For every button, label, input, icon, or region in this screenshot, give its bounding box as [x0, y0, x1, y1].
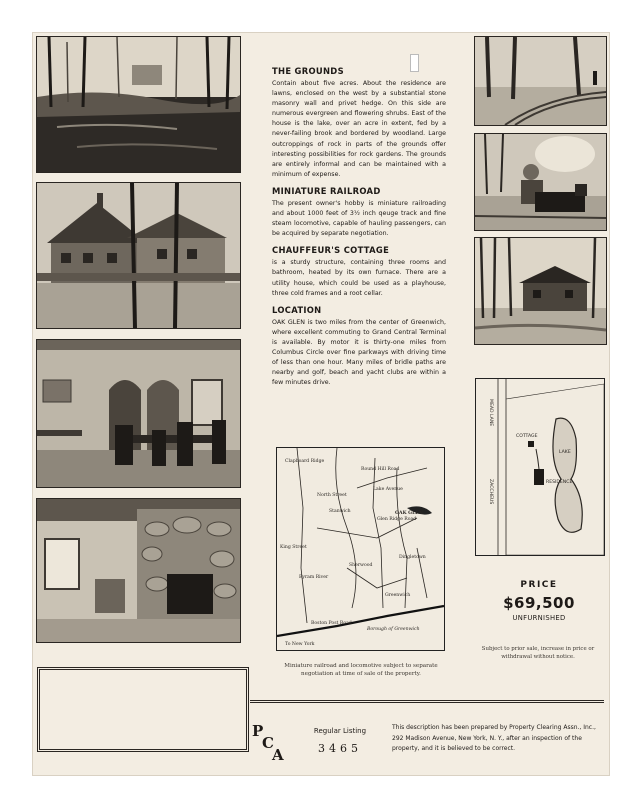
pca-logo: [252, 722, 286, 766]
section-body: is a sturdy structure, containing three rooms and bathroom, heated by its own furnace. There are a utility house, which could be used as a playhouse, three cold frames and a root cellar.: [272, 259, 446, 297]
location-map: [276, 447, 445, 651]
section-heading: LOCATION: [272, 304, 322, 315]
map-label: Greenwich: [385, 593, 411, 598]
map-label: OAK GLEN: [395, 511, 424, 516]
section-grounds: [272, 66, 446, 180]
photo-living-room: [36, 498, 241, 643]
section-body: Contain about five acres. About the residence are lawns, enclosed on the west by a substantial stone masonry wall and privet hedge. On this side are numerous evergreen and flowering shrubs. East of the house is the lake, over an acre in extent, fed by a never-failing brook and bordered by woodland. Large outcroppings of rock in parts of the grounds offer interesting possibilities for rock gardens. The grounds are entirely informal and can be maintained with a minimum of expense.: [272, 80, 446, 178]
plot-plan: [475, 378, 605, 556]
map-label: Dingletown: [399, 555, 426, 560]
listing-label: Regular Listing: [313, 727, 367, 735]
disclaimer: This description has been prepared by Property Clearing Assn., Inc., 292 Madison Avenue, New York, N. Y., after an inspection of the property, and it is believed to be correct.: [392, 724, 596, 752]
sale-terms: Subject to prior sale, increase in price or withdrawal without notice.: [481, 646, 595, 660]
description-column: [272, 66, 446, 394]
section-location: [272, 305, 446, 389]
section-railroad: [272, 186, 446, 239]
photo-railroad-track: [474, 36, 607, 126]
logo-letter: A: [272, 746, 284, 764]
map-label: King Street: [280, 545, 307, 550]
section-heading: CHAUFFEUR'S COTTAGE: [272, 245, 390, 256]
agent-stamp-box: [37, 667, 249, 752]
logo-letter: P: [252, 722, 264, 740]
price-value: $69,500: [503, 594, 575, 612]
map-label: Stanwich: [329, 509, 351, 514]
map-label: Borough of Greenwich: [367, 627, 420, 632]
map-label: Byram River: [299, 575, 329, 580]
map-label: North Street: [317, 493, 347, 498]
section-cottage: [272, 245, 446, 298]
logo-letter: C: [262, 734, 274, 752]
map-label: Glen Ridge Road: [377, 517, 417, 522]
listing-number: 3465: [318, 742, 362, 755]
photo-cottage: [474, 237, 607, 345]
map-label: Boston Post Road: [311, 621, 352, 626]
map-label: Round Hill Road: [361, 467, 400, 472]
map-label: Sherwood: [349, 563, 373, 568]
map-label: Lake Avenue: [373, 487, 403, 492]
section-body: The present owner's hobby is miniature railroading and about 1000 feet of 3½ inch qeuge track and fine steam locomotive, capable of hauling passengers, can be acquired by separate negotiation.: [272, 199, 446, 238]
photo-lake: [36, 36, 241, 173]
section-heading: MINIATURE RAILROAD: [272, 185, 381, 196]
plot-label: LAKE: [559, 450, 571, 455]
plot-label: COTTAGE: [516, 434, 538, 439]
plot-label: ZACCHEUS: [488, 479, 493, 505]
section-heading: THE GROUNDS: [272, 66, 344, 76]
map-label: To New York: [285, 642, 315, 647]
footer-rule: [250, 700, 604, 703]
photo-locomotive: [474, 133, 607, 231]
photo-residence-exterior: [36, 182, 241, 329]
plot-label: RESIDENCE: [546, 480, 573, 485]
map-label: Clapboard Ridge: [285, 459, 325, 464]
furnishing-note: UNFURNISHED: [512, 614, 566, 622]
price-label: PRICE: [520, 580, 558, 590]
plot-label: MEAD LANE: [488, 399, 493, 427]
photo-dining-room: [36, 339, 241, 488]
map-caption: Miniature railroad and locomotive subject to separate negotiation at time of sale of the property.: [284, 663, 438, 677]
section-body: OAK GLEN is two miles from the center of Greenwich, where excellent commuting to Grand Central Terminal is available. By motor it is thirty-one miles from Columbus Circle over fine parkways with driving time of less than one hour. Many miles of bridle paths are nearby and golf, beach and yacht clubs are within a few minutes drive.: [272, 318, 446, 387]
